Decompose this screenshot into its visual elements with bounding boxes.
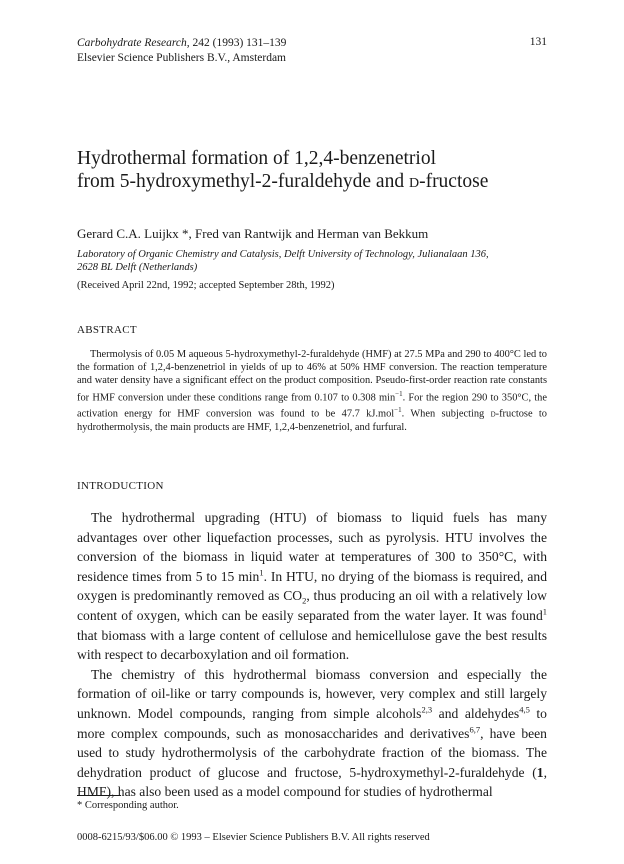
abstract-text: Thermolysis of 0.05 M aqueous 5-hydroxymethyl-2-furaldehyde (HMF) at 27.5 MPa and 290 to 400°C led to the formation of 1,2,4-benzenetriol in yields of up to 46% at 50% HMF conversion. The reaction temperature and water density have a significant effect on the product composition. Pseudo-first-order reaction rate constants for HMF conversion under these conditions range from 0.107 to 0.308 $\min^{-1}$. For the region 290 to 350°C, the activation energy for HMF conversion was found to be 47.7 kJ.mol$^{-1}$. When subjecting d-fructose to hydrothermolysis, the main products are HMF, 1,2,4-benzenetriol, and furfural. <box>77 349 547 433</box>
footnote-rule <box>77 795 121 796</box>
affiliation: Laboratory of Organic Chemistry and Catalysis, Delft University of Technology, Julianalaan 136, 2628 BL Delft (Netherlands) <box>77 249 489 273</box>
publisher: Elsevier Science Publishers B.V., Amsterdam <box>77 51 286 64</box>
journal-name: Carbohydrate Research, <box>77 37 190 49</box>
title-line-2: from 5-hydroxymethyl-2-furaldehyde and d-fructose <box>77 170 489 192</box>
authors: Gerard C.A. Luijkx *, Fred van Rantwijk and Herman van Bekkum <box>77 226 429 241</box>
page-number: 131 <box>529 36 547 48</box>
received-date: (Received April 22nd, 1992; accepted September 28th, 1992) <box>77 280 335 291</box>
article-title <box>77 148 557 193</box>
journal-citation <box>77 36 286 51</box>
introduction-heading: INTRODUCTION <box>77 480 164 492</box>
copyright-line: 0008-6215/93/$06.00 © 1993 – Elsevier Science Publishers B.V. All rights reserved <box>77 832 430 843</box>
journal-header <box>77 36 286 65</box>
intro-paragraph-2: The chemistry of this hydrothermal biomass conversion and especially the formation of oil-like or tarry compounds is, however, very complex and still largely unknown. Model compounds, ranging from simple alcohols$^{2,3}$ and aldehydes$^{4,5}$ to more complex compounds, such as monosaccharides and derivatives$^{6,7}$, have been used to study hydrothermolysis of the carbohydrate fraction of the biomass. The dehydration product of glucose and fructose, 5-hydroxymethyl-2-furaldehyde (1, HMF), has also been used as a model compound for studies of hydrothermal <box>77 666 547 800</box>
abstract-heading: ABSTRACT <box>77 324 137 336</box>
journal-reference: 242 (1993) 131–139 <box>192 37 287 49</box>
footnote: * Corresponding author. <box>77 800 179 811</box>
introduction-body <box>77 508 547 802</box>
intro-paragraph-1: The hydrothermal upgrading (HTU) of biomass to liquid fuels has many advantages over other liquefaction processes, such as pyrolysis. HTU involves the conversion of the biomass in liquid water at temperatures of 300 to 350°C, with residence times from 5 to 15 $\min^1$. In HTU, no drying of the biomass is required, and oxygen is predominantly removed as $CO_2$, thus producing an oil with a relatively low content of oxygen, which can be easily separated from the water layer. It was found$^1$ that biomass with a large content of cellulose and hemicellulose gave the best results with respect to decarboxylation and oil formation. <box>77 510 547 663</box>
title-line-1: Hydrothermal formation of 1,2,4-benzenetriol <box>77 148 437 169</box>
